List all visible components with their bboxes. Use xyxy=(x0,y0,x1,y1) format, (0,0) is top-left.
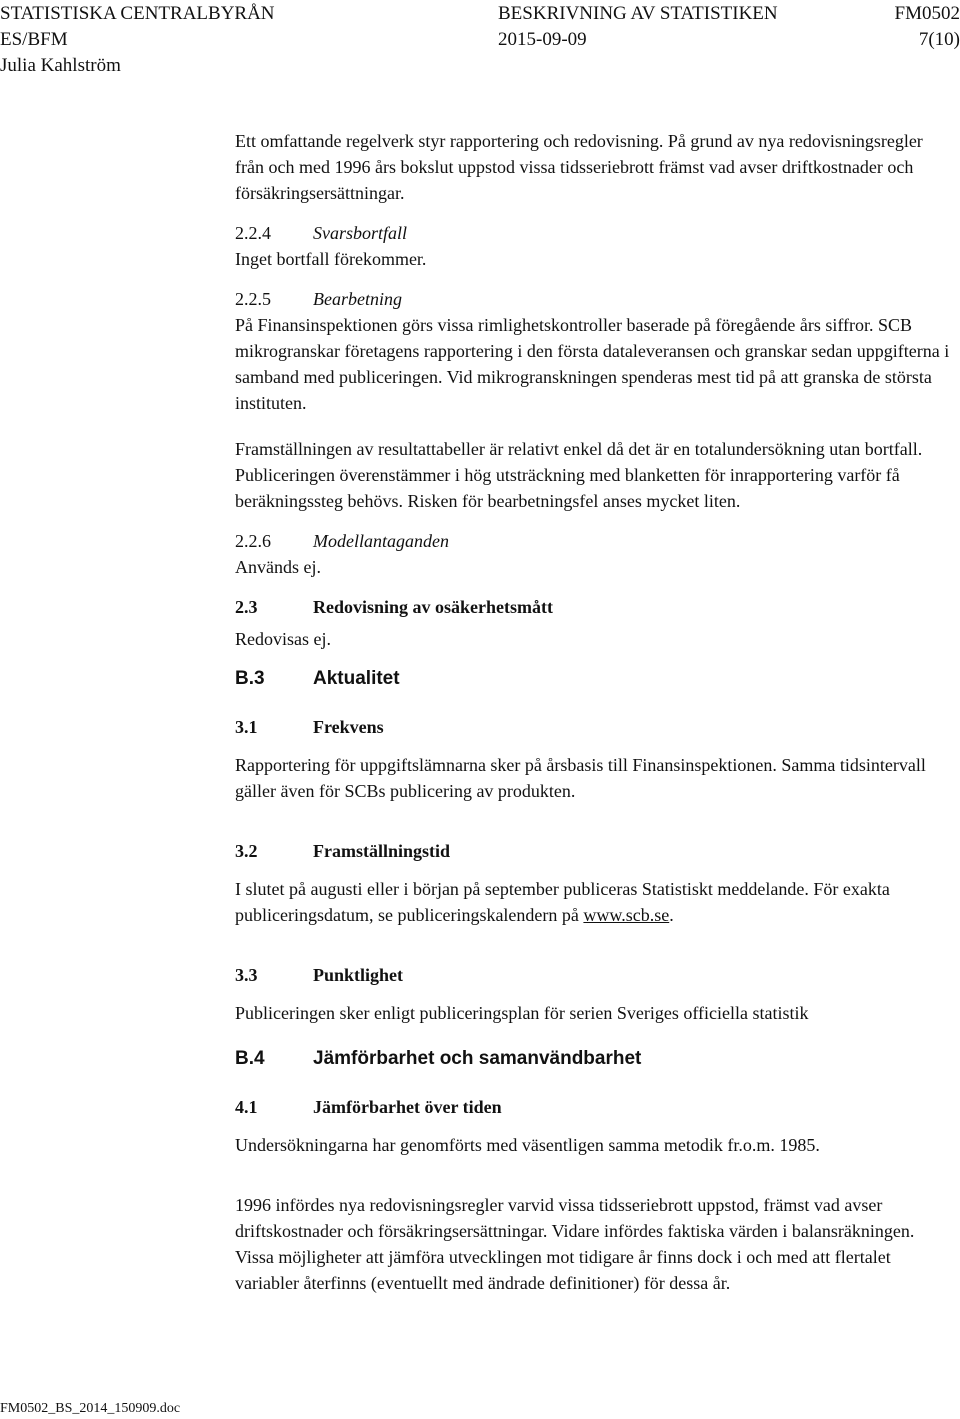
intro-paragraph: Ett omfattande regelverk styr rapportering och redovisning. På grund av nya redovisningsregler från och med 1996 års bokslut uppstod vissa tidsseriebrott främst vad avser driftkostnader och försäkringsersättningar. xyxy=(235,131,923,203)
header-author: Julia Kahlström xyxy=(0,55,121,76)
heading-title: Punktlighet xyxy=(313,965,404,985)
heading-number: 3.1 xyxy=(235,717,258,737)
heading-title: Bearbetning xyxy=(313,289,402,309)
frekvens-text: Rapportering för uppgiftslämnarna sker på årsbasis till Finansinspektionen. Samma tidsintervall gäller även för SCBs publicering av produkten. xyxy=(235,755,926,801)
heading-number: 3.3 xyxy=(235,965,258,985)
header-date: 2015-09-09 xyxy=(498,29,587,50)
heading-title: Redovisning av osäkerhetsmått xyxy=(313,597,554,617)
bearbetning-paragraph-2: Framställningen av resultattabeller är relativt enkel då det är en totalundersökning utan bortfall. Publiceringen överenstämmer i hög utsträckning med blanketten för inrapportering varför få beräkningssteg behövs. Risken för bearbetningsfel anses mycket liten. xyxy=(235,439,923,511)
heading-title: Modellantaganden xyxy=(313,531,449,551)
heading-3-3 xyxy=(235,962,950,988)
header-dept: ES/BFM xyxy=(0,29,68,50)
framstallningstid-text-end: . xyxy=(669,905,674,925)
heading-number: B.3 xyxy=(235,668,265,689)
heading-number: 2.2.4 xyxy=(235,223,271,243)
heading-4-1 xyxy=(235,1094,950,1120)
document-body xyxy=(235,128,950,1296)
heading-b-4 xyxy=(235,1046,950,1072)
header-doc-type: BESKRIVNING AV STATISTIKEN xyxy=(498,3,778,24)
svarsbortfall-text: Inget bortfall förekommer. xyxy=(235,249,427,269)
framstallningstid-text xyxy=(235,876,950,928)
modellantaganden-text: Används ej. xyxy=(235,557,321,577)
heading-number: 4.1 xyxy=(235,1097,258,1117)
heading-b-3 xyxy=(235,666,950,692)
heading-title: Jämförbarhet och samanvändbarhet xyxy=(313,1048,642,1069)
framstallningstid-text-main: I slutet på augusti eller i början på september publiceras Statistiskt meddelande. För exakta publiceringsdatum, se publiceringskalendern på xyxy=(235,879,890,925)
heading-2-2-5 xyxy=(235,286,950,312)
heading-title: Framställningstid xyxy=(313,841,451,861)
osakerhetsmatt-text: Redovisas ej. xyxy=(235,629,331,649)
heading-title: Jämförbarhet över tiden xyxy=(313,1097,502,1117)
heading-title: Svarsbortfall xyxy=(313,223,408,243)
heading-number: 2.2.5 xyxy=(235,289,271,309)
header-org: STATISTISKA CENTRALBYRÅN xyxy=(0,3,275,24)
punktlighet-text: Publiceringen sker enligt publiceringsplan för serien Sveriges officiella statistik xyxy=(235,1003,809,1023)
jamforbarhet-paragraph-2: 1996 infördes nya redovisningsregler varvid vissa tidsseriebrott uppstod, främst vad avser driftskostnader och försäkringsersättningar. Vidare infördes faktiska värden i balansräkningen. Vissa möjligheter att jämföra utvecklingen mot tidigare år finns dock i och med att flertalet variabler återfinns (eventuellt med ändrade definitioner) för dessa år. xyxy=(235,1195,915,1293)
header-code: FM0502 xyxy=(894,3,960,24)
heading-title: Aktualitet xyxy=(313,668,400,689)
heading-2-2-6 xyxy=(235,528,950,554)
scb-website-link[interactable]: www.scb.se xyxy=(583,905,670,925)
bearbetning-paragraph-1: På Finansinspektionen görs vissa rimlighetskontroller baserade på föregående års siffror. SCB mikrogranskar företagens rapportering i den första dataleveransen och granskar sedan uppgifterna i samband med publiceringen. Vid mikrogranskningen spenderas mest tid på att granska de största instituten. xyxy=(235,315,950,413)
footer-filename: FM0502_BS_2014_150909.doc xyxy=(0,1401,181,1416)
heading-2-2-4 xyxy=(235,220,950,246)
heading-number: 2.2.6 xyxy=(235,531,271,551)
heading-title: Frekvens xyxy=(313,717,384,737)
heading-number: B.4 xyxy=(235,1048,265,1069)
heading-2-3 xyxy=(235,594,950,620)
heading-number: 3.2 xyxy=(235,841,258,861)
heading-3-2 xyxy=(235,838,950,864)
heading-number: 2.3 xyxy=(235,597,258,617)
heading-3-1 xyxy=(235,714,950,740)
jamforbarhet-paragraph-1: Undersökningarna har genomförts med väsentligen samma metodik fr.o.m. 1985. xyxy=(235,1135,820,1155)
header-page-number: 7(10) xyxy=(918,29,960,50)
